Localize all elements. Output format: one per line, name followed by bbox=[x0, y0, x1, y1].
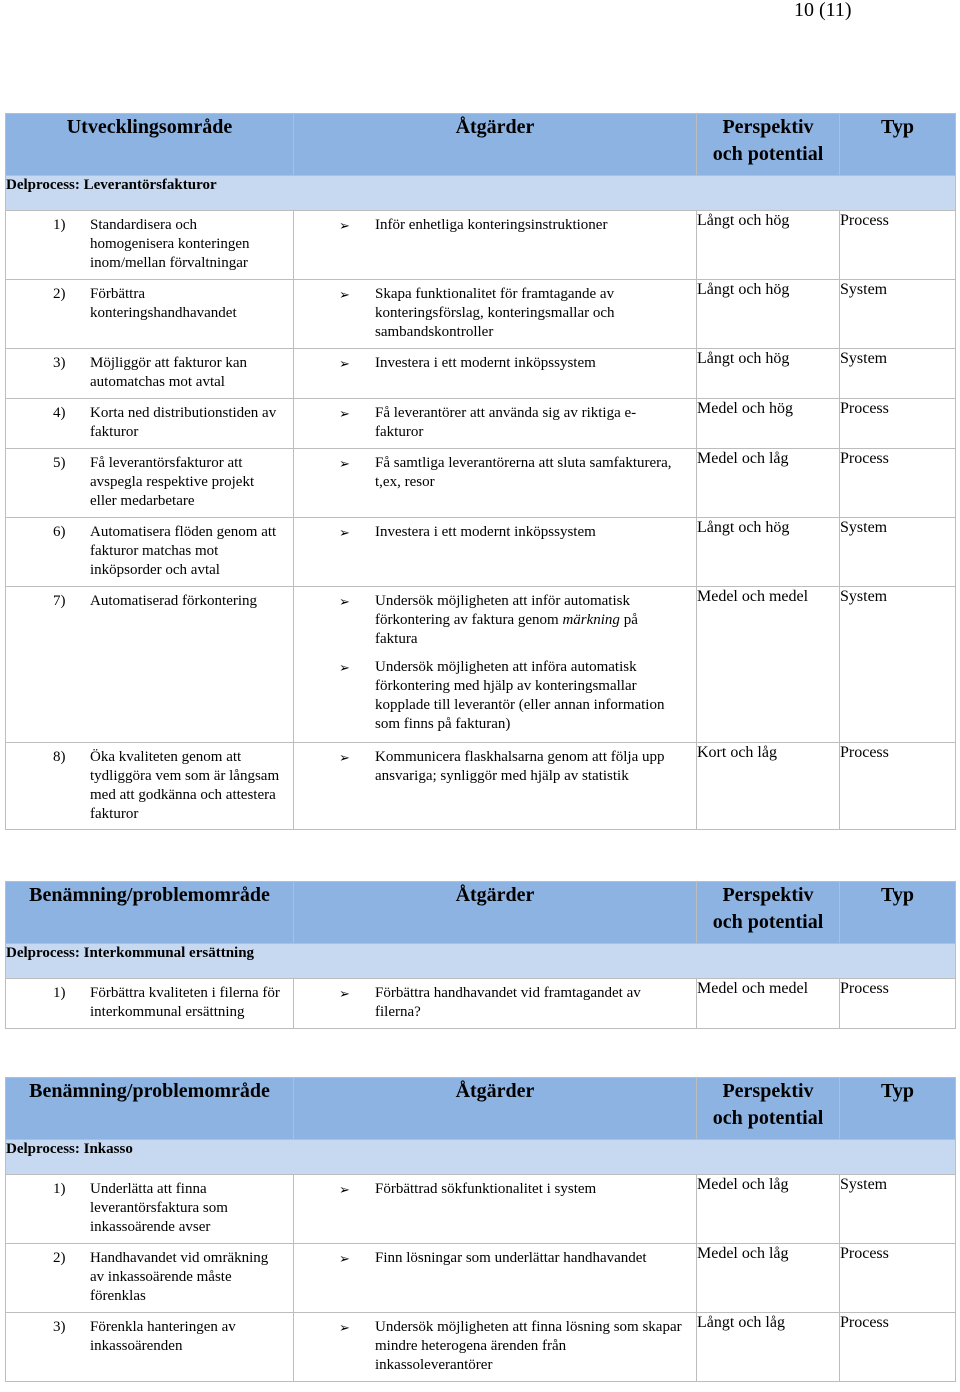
table-header-row bbox=[6, 1078, 956, 1140]
table-interkommunal bbox=[5, 881, 956, 1029]
type-cell: Process bbox=[840, 399, 956, 449]
row-number: 5) bbox=[53, 455, 66, 471]
potential-cell: Långt och hög bbox=[697, 211, 840, 280]
potential-cell: Långt och hög bbox=[697, 280, 840, 349]
row-number: 2) bbox=[53, 1250, 66, 1266]
table-header-row bbox=[6, 882, 956, 944]
area-text: Underlätta att finna leverantörsfaktura som inkassoärende avser bbox=[90, 1181, 228, 1235]
row-number: 6) bbox=[53, 524, 66, 540]
arrow-bullet-icon: ➢ bbox=[339, 1182, 350, 1197]
potential-cell: Medel och medel bbox=[697, 587, 840, 743]
area-text: Förbättra konteringshandhavandet bbox=[90, 286, 237, 321]
arrow-bullet-icon: ➢ bbox=[339, 1251, 350, 1266]
table-leverantorsfakturor bbox=[5, 113, 956, 830]
row-number: 7) bbox=[53, 593, 66, 609]
row-number: 1) bbox=[53, 985, 66, 1001]
row-number: 1) bbox=[53, 1181, 66, 1197]
header-type: Typ bbox=[840, 1078, 956, 1140]
table-row bbox=[6, 1313, 956, 1382]
table-row bbox=[6, 449, 956, 518]
row-number: 4) bbox=[53, 405, 66, 421]
type-cell: Process bbox=[840, 449, 956, 518]
table-row bbox=[6, 280, 956, 349]
header-potential: Perspektiv och potential bbox=[697, 882, 840, 944]
table-row bbox=[6, 1244, 956, 1313]
row-number: 3) bbox=[53, 1319, 66, 1335]
subprocess-title: Delprocess: Leverantörsfakturor bbox=[6, 176, 956, 211]
arrow-bullet-icon: ➢ bbox=[339, 660, 350, 675]
type-cell: Process bbox=[840, 1313, 956, 1382]
row-number: 8) bbox=[53, 749, 66, 765]
header-type: Typ bbox=[840, 882, 956, 944]
header-potential: Perspektiv och potential bbox=[697, 114, 840, 176]
header-area: Utvecklingsområde bbox=[6, 114, 294, 176]
row-number: 2) bbox=[53, 286, 66, 302]
table-row bbox=[6, 743, 956, 830]
table-inkasso bbox=[5, 1077, 956, 1382]
potential-cell: Medel och hög bbox=[697, 399, 840, 449]
arrow-bullet-icon: ➢ bbox=[339, 218, 350, 233]
type-cell: Process bbox=[840, 979, 956, 1029]
arrow-bullet-icon: ➢ bbox=[339, 406, 350, 421]
potential-cell: Långt och hög bbox=[697, 349, 840, 399]
potential-cell: Kort och låg bbox=[697, 743, 840, 830]
arrow-bullet-icon: ➢ bbox=[339, 356, 350, 371]
subprocess-title: Delprocess: Interkommunal ersättning bbox=[6, 944, 956, 979]
header-actions: Åtgärder bbox=[294, 882, 697, 944]
arrow-bullet-icon: ➢ bbox=[339, 525, 350, 540]
potential-cell: Medel och låg bbox=[697, 449, 840, 518]
area-text: Standardisera och homogenisera konteringen inom/mellan förvaltningar bbox=[90, 217, 250, 271]
row-number: 1) bbox=[53, 217, 66, 233]
action-text: Skapa funktionalitet för framtagande av konteringsförslag, konteringsmallar och sambandskontroller bbox=[375, 286, 615, 340]
area-text: Automatisera flöden genom att fakturor matchas mot inköpsorder och avtal bbox=[90, 524, 277, 578]
action-text: Få leverantörer att använda sig av riktiga e-fakturor bbox=[375, 405, 637, 440]
type-cell: System bbox=[840, 1175, 956, 1244]
action-text: Investera i ett modernt inköpssystem bbox=[375, 524, 596, 540]
action-text: Investera i ett modernt inköpssystem bbox=[375, 355, 596, 371]
header-actions: Åtgärder bbox=[294, 114, 697, 176]
area-text: Handhavandet vid omräkning av inkassoärende måste förenklas bbox=[90, 1250, 269, 1304]
action-text: Inför enhetliga konteringsinstruktioner bbox=[375, 217, 608, 233]
header-actions: Åtgärder bbox=[294, 1078, 697, 1140]
subprocess-title: Delprocess: Inkasso bbox=[6, 1140, 956, 1175]
header-potential: Perspektiv och potential bbox=[697, 1078, 840, 1140]
type-cell: System bbox=[840, 518, 956, 587]
potential-cell: Medel och medel bbox=[697, 979, 840, 1029]
action-text: Förbättra handhavandet vid framtagandet av filerna? bbox=[375, 985, 641, 1020]
table-row bbox=[6, 349, 956, 399]
type-cell: Process bbox=[840, 743, 956, 830]
area-text: Öka kvaliteten genom att tydliggöra vem som är långsam med att godkänna och attestera fakturor bbox=[90, 749, 280, 822]
type-cell: System bbox=[840, 349, 956, 399]
action-text: Undersök möjligheten att inför automatisk förkontering av faktura genom märkning på faktura bbox=[375, 593, 638, 647]
header-type: Typ bbox=[840, 114, 956, 176]
potential-cell: Medel och låg bbox=[697, 1175, 840, 1244]
table-row bbox=[6, 518, 956, 587]
area-text: Förbättra kvaliteten i filerna för interkommunal ersättning bbox=[90, 985, 280, 1020]
arrow-bullet-icon: ➢ bbox=[339, 1320, 350, 1335]
header-area: Benämning/problemområde bbox=[6, 882, 294, 944]
row-number: 3) bbox=[53, 355, 66, 371]
page-number: 10 (11) bbox=[794, 0, 852, 21]
table-header-row bbox=[6, 114, 956, 176]
potential-cell: Långt och låg bbox=[697, 1313, 840, 1382]
action-text: Kommunicera flaskhalsarna genom att följa upp ansvariga; synliggör med hjälp av statistik bbox=[375, 749, 665, 784]
table-row bbox=[6, 979, 956, 1029]
area-text: Möjliggör att fakturor kan automatchas mot avtal bbox=[90, 355, 248, 390]
arrow-bullet-icon: ➢ bbox=[339, 287, 350, 302]
potential-cell: Långt och hög bbox=[697, 518, 840, 587]
table-row bbox=[6, 1175, 956, 1244]
arrow-bullet-icon: ➢ bbox=[339, 750, 350, 765]
header-area: Benämning/problemområde bbox=[6, 1078, 294, 1140]
area-text: Förenkla hanteringen av inkassoärenden bbox=[90, 1319, 236, 1354]
area-text: Korta ned distributionstiden av fakturor bbox=[90, 405, 277, 440]
type-cell: Process bbox=[840, 1244, 956, 1313]
action-text: Få samtliga leverantörerna att sluta samfakturera, t,ex, resor bbox=[375, 455, 672, 490]
area-text: Få leverantörsfakturor att avspegla respektive projekt eller medarbetare bbox=[90, 455, 255, 509]
action-text: Förbättrad sökfunktionalitet i system bbox=[375, 1181, 597, 1197]
action-text: Undersök möjligheten att införa automatisk förkontering med hjälp av konteringsmallar kopplade till leverantör (eller annan information som finns på fakturan) bbox=[375, 659, 665, 732]
type-cell: System bbox=[840, 280, 956, 349]
area-text: Automatiserad förkontering bbox=[90, 593, 258, 609]
action-text: Finn lösningar som underlättar handhavandet bbox=[375, 1250, 647, 1266]
arrow-bullet-icon: ➢ bbox=[339, 594, 350, 609]
action-text: Undersök möjligheten att finna lösning som skapar mindre heterogena ärenden från inkassoleverantörer bbox=[375, 1319, 682, 1373]
arrow-bullet-icon: ➢ bbox=[339, 456, 350, 471]
type-cell: Process bbox=[840, 211, 956, 280]
table-row bbox=[6, 399, 956, 449]
potential-cell: Medel och låg bbox=[697, 1244, 840, 1313]
table-row bbox=[6, 211, 956, 280]
arrow-bullet-icon: ➢ bbox=[339, 986, 350, 1001]
table-row bbox=[6, 587, 956, 743]
type-cell: System bbox=[840, 587, 956, 743]
